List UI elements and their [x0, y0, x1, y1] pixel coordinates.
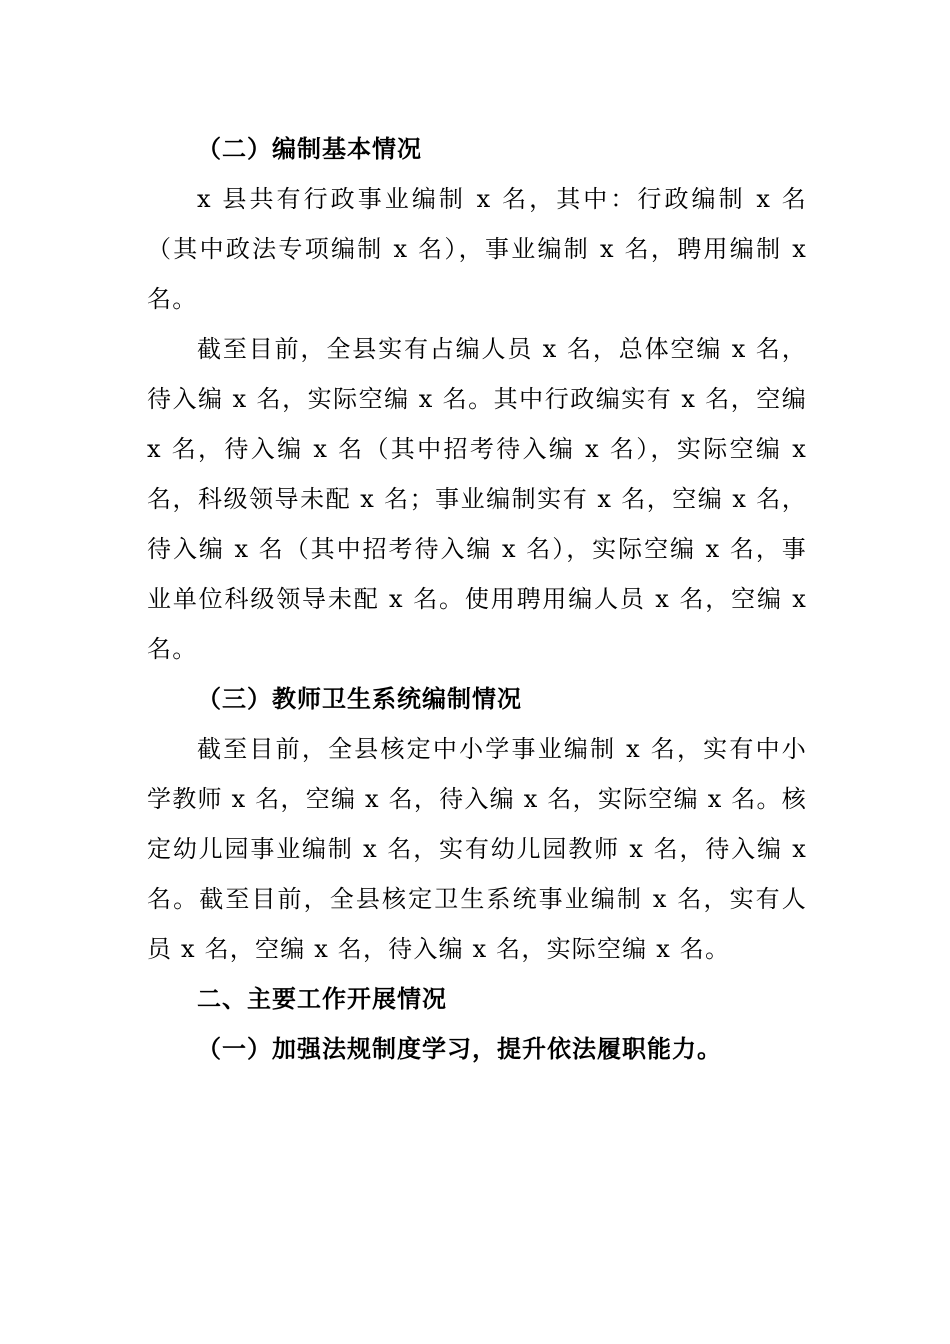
section-heading-staffing-basics: （二）编制基本情况 [197, 135, 422, 163]
part-heading-main-work: 二、主要工作开展情况 [197, 985, 447, 1013]
paragraph-staffing-totals: x 县共有行政事业编制 x 名，其中：行政编制 x 名（其中政法专项编制 x 名），事业编制 x 名，聘用编制 x 名。 [147, 185, 807, 313]
section-heading-teacher-health-staffing: （三）教师卫生系统编制情况 [197, 685, 522, 713]
paragraph-teacher-health-staffing: 截至目前，全县核定中小学事业编制 x 名，实有中小学教师 x 名，空编 x 名，待入编 x 名，实际空编 x 名。核定幼儿园事业编制 x 名，实有幼儿园教师 x 名，待入编 x 名。截至目前，全县核定卫生系统事业编制 x 名，实有人员 x 名，空编 x 名，待入编 x 名，实际空编 x 名。 [147, 735, 807, 963]
subsection-heading-regulation-study: （一）加强法规制度学习，提升依法履职能力。 [197, 1035, 722, 1063]
document-body [147, 124, 807, 1074]
paragraph-staffing-current: 截至目前，全县实有占编人员 x 名，总体空编 x 名，待入编 x 名，实际空编 x 名。其中行政编实有 x 名，空编 x 名，待入编 x 名（其中招考待入编 x 名），实际空编 x 名，科级领导未配 x 名；事业编制实有 x 名，空编 x 名，待入编 x 名（其中招考待入编 x 名），实际空编 x 名，事业单位科级领导未配 x 名。使用聘用编人员 x 名，空编 x 名。 [147, 335, 807, 663]
